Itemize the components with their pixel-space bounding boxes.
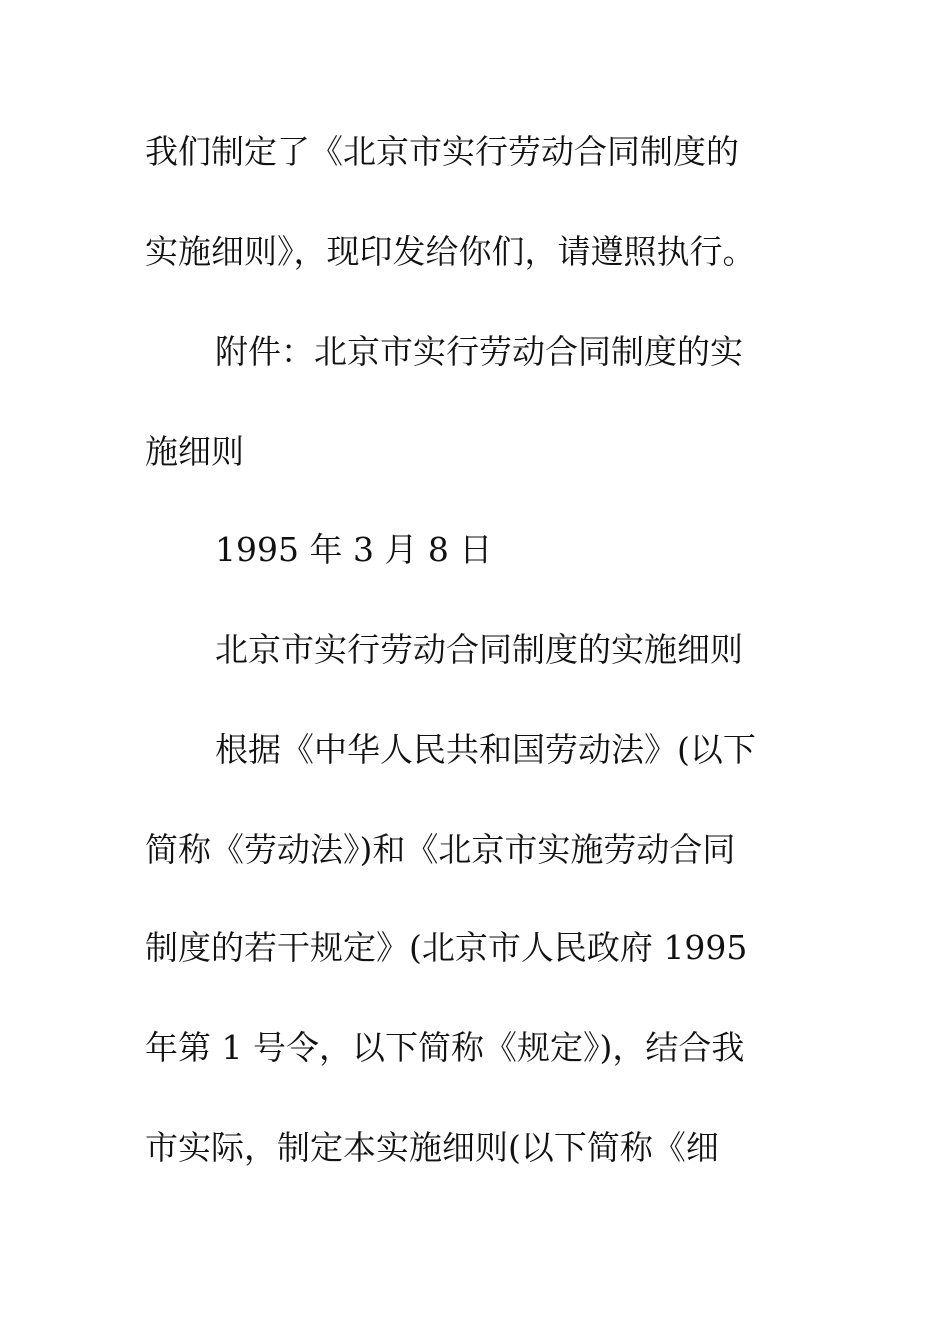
body-text-line: 年第 1 号令，以下简称《规定》)，结合我 xyxy=(145,1028,745,1067)
body-text-line: 制度的若干规定》(北京市人民政府 1995 xyxy=(145,928,748,967)
attachment-line: 附件：北京市实行劳动合同制度的实 xyxy=(215,332,743,371)
body-text-line: 根据《中华人民共和国劳动法》(以下 xyxy=(215,730,756,769)
attachment-line-continued: 施细则 xyxy=(145,432,244,471)
body-text-line: 市实际，制定本实施细则(以下简称《细 xyxy=(145,1128,719,1167)
body-text-line: 实施细则》，现印发给你们，请遵照执行。 xyxy=(145,232,756,271)
attachment-title: 北京市实行劳动合同制度的实施细则 xyxy=(215,630,743,669)
date-line: 1995 年 3 月 8 日 xyxy=(215,530,493,569)
body-text-line: 我们制定了《北京市实行劳动合同制度的 xyxy=(145,132,739,171)
body-text-line: 简称《劳动法》)和《北京市实施劳动合同 xyxy=(145,830,736,869)
